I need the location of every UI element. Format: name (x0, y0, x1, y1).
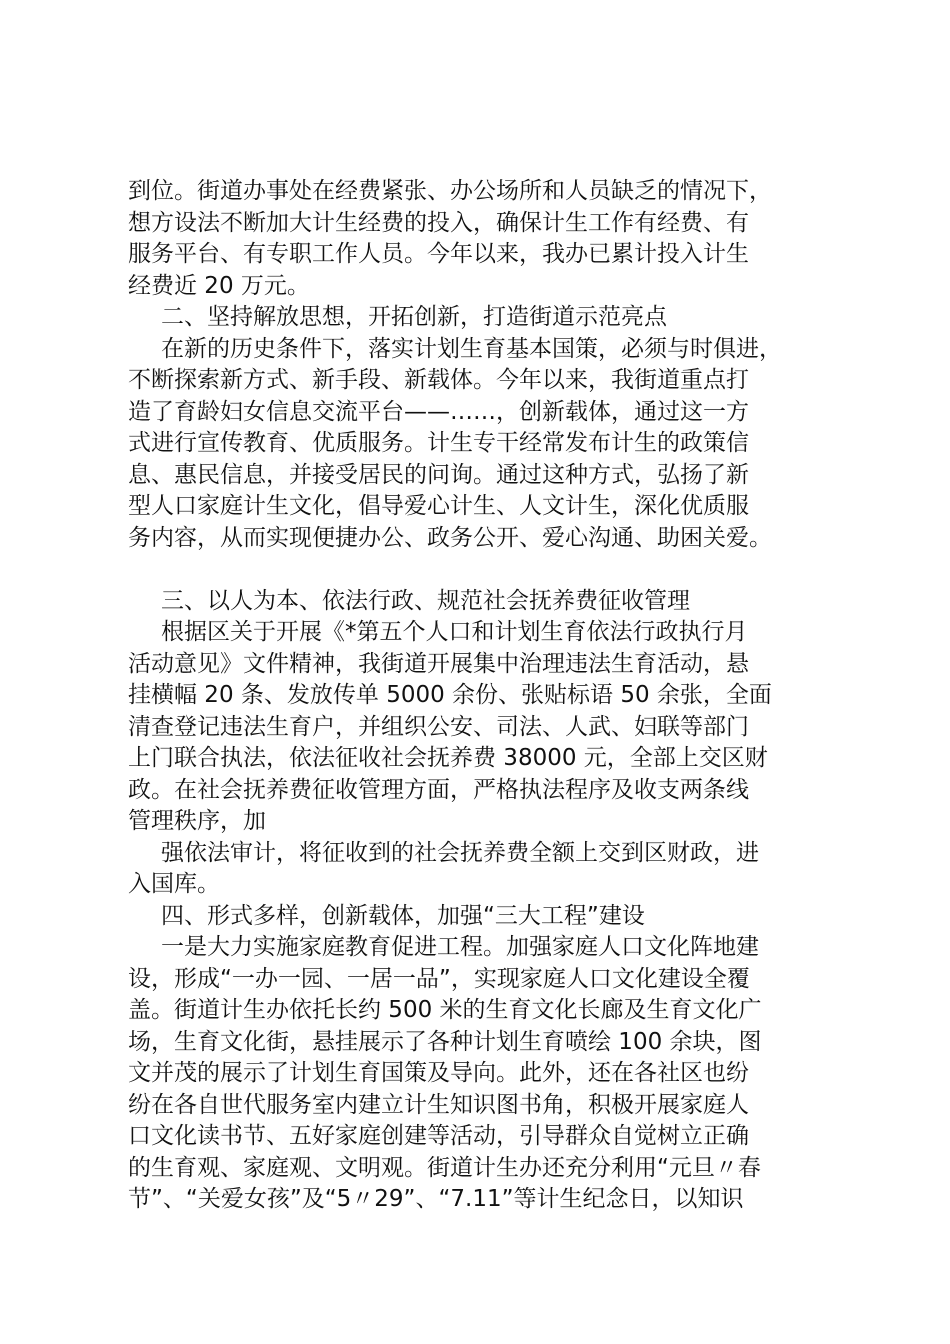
paragraph-line: 想方设法不断加大计生经费的投入，确保计生工作有经费、有 (128, 209, 749, 236)
paragraph-line: 强依法审计，将征收到的社会抚养费全额上交到区财政，进 (161, 839, 759, 866)
paragraph-line: 活动意见》文件精神，我街道开展集中治理违法生育活动，悬 (128, 650, 749, 677)
paragraph-line: 一是大力实施家庭教育促进工程。加强家庭人口文化阵地建 (161, 934, 759, 960)
paragraph-line: 纷在各自世代服务室内建立计生知识图书角，积极开展家庭人 (128, 1091, 749, 1118)
body-text (128, 176, 838, 1216)
blank-line (128, 554, 838, 586)
paragraph-line: 息、惠民信息，并接受居民的问询。通过这种方式，弘扬了新 (128, 461, 749, 488)
paragraph-line: 根据区关于开展《*第五个人口和计划生育依法行政执行月 (161, 619, 748, 645)
paragraph-line: 入国库。 (128, 871, 220, 897)
paragraph-line: 盖。街道计生办依托长约 500 米的生育文化长廊及生育文化广 (128, 997, 762, 1023)
paragraph-line: 挂横幅 20 条、发放传单 5000 余份、张贴标语 50 余张，全面 (128, 682, 772, 708)
paragraph-line: 清查登记违法生育户，并组织公安、司法、人武、妇联等部门 (128, 713, 749, 740)
paragraph-line: 服务平台、有专职工作人员。今年以来，我办已累计投入计生 (128, 241, 749, 267)
paragraph-line: 场，生育文化街，悬挂展示了各种计划生育喷绘 100 余块，图 (128, 1028, 762, 1055)
paragraph-line: 的生育观、家庭观、文明观。街道计生办还充分利用“元旦〃春 (128, 1154, 761, 1181)
paragraph-line: 文并茂的展示了计划生育国策及导向。此外，还在各社区也纷 (128, 1060, 749, 1086)
paragraph-line: 到位。街道办事处在经费紧张、办公场所和人员缺乏的情况下， (128, 178, 772, 204)
paragraph-line: 务内容，从而实现便捷办公、政务公开、爱心沟通、助困关爱。 (128, 524, 772, 551)
paragraph-line: 口文化读书节、五好家庭创建等活动，引导群众自觉树立正确 (128, 1123, 749, 1149)
paragraph-line: 管理秩序，加 (128, 808, 266, 834)
paragraph-line: 型人口家庭计生文化，倡导爱心计生、人文计生，深化优质服 (128, 493, 749, 519)
paragraph-line: 造了育龄妇女信息交流平台——……，创新载体，通过这一方 (128, 398, 749, 425)
paragraph-line: 经费近 20 万元。 (128, 272, 310, 299)
paragraph-line: 节”、“关爱女孩”及“5〃29”、“7.11”等计生纪念日，以知识 (128, 1186, 744, 1212)
paragraph-line: 不断探索新方式、新手段、新载体。今年以来，我街道重点打 (128, 367, 749, 393)
section-heading: 四、形式多样，创新载体，加强“三大工程”建设 (161, 902, 645, 929)
section-heading: 三、以人为本、依法行政、规范社会抚养费征收管理 (161, 587, 690, 614)
paragraph-line: 在新的历史条件下，落实计划生育基本国策，必须与时俱进， (161, 335, 782, 362)
paragraph-line: 设，形成“一办一园、一居一品”，实现家庭人口文化建设全覆 (128, 965, 750, 992)
section-heading: 二、坚持解放思想，开拓创新，打造街道示范亮点 (161, 304, 667, 330)
paragraph-line: 政。在社会抚养费征收管理方面，严格执法程序及收支两条线 (128, 776, 749, 803)
paragraph-line: 上门联合执法，依法征收社会抚养费 38000 元，全部上交区财 (128, 745, 768, 771)
paragraph-line: 式进行宣传教育、优质服务。计生专干经常发布计生的政策信 (128, 430, 749, 456)
